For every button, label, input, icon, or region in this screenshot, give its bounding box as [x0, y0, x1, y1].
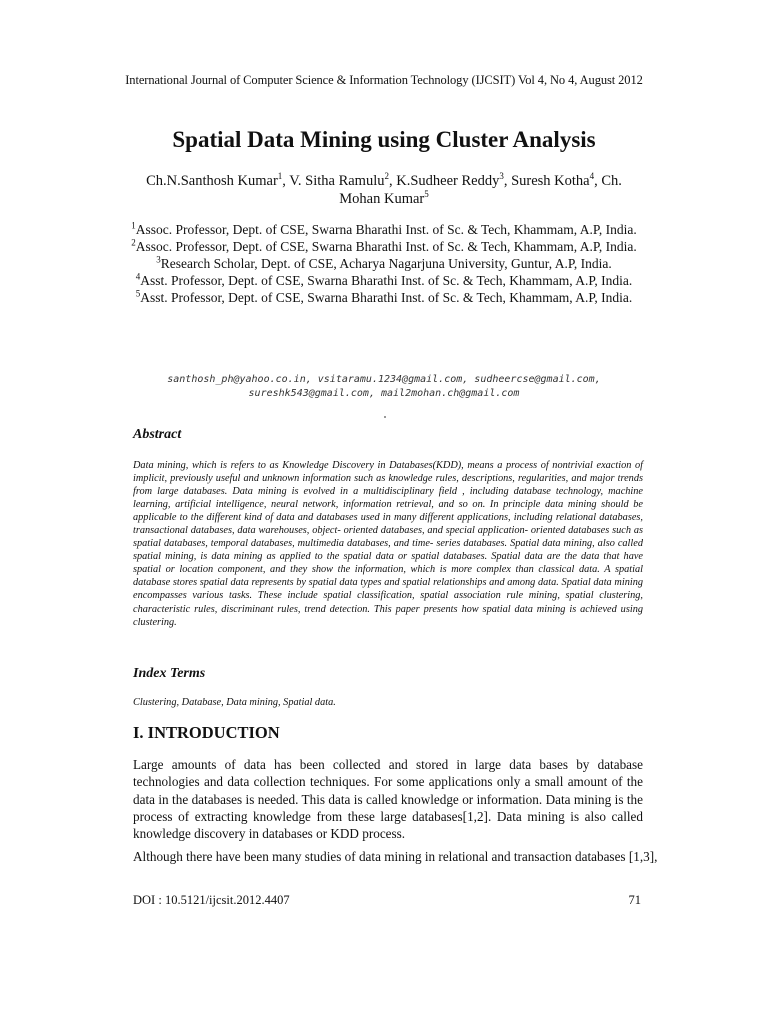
- author-sep: ,: [503, 173, 512, 189]
- affiliation: [128, 289, 640, 306]
- affiliation-list: [128, 221, 640, 306]
- author-emails: santhosh_ph@yahoo.co.in, vsitaramu.1234@gmail.com, sudheercse@gmail.com, sureshk543@gmail.com, mail2mohan.ch@gmail.com: [167, 374, 601, 399]
- affiliation-text: Asst. Professor, Dept. of CSE, Swarna Bharathi Inst. of Sc. & Tech, Khammam, A.P, India.: [140, 273, 633, 288]
- affiliation: [128, 238, 640, 255]
- affiliation-sup: 5: [135, 288, 141, 299]
- page-number: 71: [628, 893, 641, 907]
- author-sup: 3: [499, 171, 504, 182]
- author-sup: 1: [277, 171, 283, 182]
- author-sup: 5: [424, 189, 429, 200]
- author-list: [128, 172, 640, 208]
- author-name: Ch.N.Santhosh Kumar: [146, 173, 278, 189]
- doi-footer: DOI : 10.5121/ijcsit.2012.4407: [133, 893, 290, 907]
- author-name: V. Sitha Ramulu: [289, 173, 385, 189]
- affiliation-text: Assoc. Professor, Dept. of CSE, Swarna Bharathi Inst. of Sc. & Tech, Khammam, A.P, India.: [135, 222, 637, 237]
- abstract-heading: Abstract: [133, 427, 182, 442]
- author-sep: ,: [594, 173, 602, 189]
- affiliation-text: Asst. Professor, Dept. of CSE, Swarna Bharathi Inst. of Sc. & Tech, Khammam, A.P, India.: [140, 290, 633, 305]
- scan-speck: [384, 416, 386, 418]
- affiliation: [128, 255, 640, 272]
- introduction-paragraph-2: Although there have been many studies of data mining in relational and transaction databases [1,3],: [133, 849, 658, 864]
- affiliation-sup: 1: [131, 220, 136, 231]
- author-name: K.Sudheer Reddy: [396, 173, 500, 189]
- journal-header: International Journal of Computer Science & Information Technology (IJCSIT) Vol 4, No 4, August 2012: [125, 73, 643, 87]
- index-terms-text: Clustering, Database, Data mining, Spatial data.: [133, 697, 336, 708]
- introduction-paragraph-1: Large amounts of data has been collected and stored in large data bases by database technologies and data collection techniques. For some applications only a small amount of the data in the databases is needed. This data is called knowledge or information. Data mining is the process of extracting knowledge from these large databases[1,2]. Data mining is also called knowledge discovery in databases or KDD process.: [133, 757, 643, 842]
- author-name: Suresh Kotha: [511, 173, 590, 189]
- paper-title: Spatial Data Mining using Cluster Analysis: [172, 127, 596, 152]
- author-sep: ,: [282, 173, 290, 189]
- affiliation-sup: 4: [135, 271, 141, 282]
- author-sup: 4: [589, 171, 595, 182]
- author-name: Ch. Mohan Kumar: [339, 173, 622, 207]
- affiliation-text: Research Scholar, Dept. of CSE, Acharya Nagarjuna University, Guntur, A.P, India.: [160, 256, 612, 271]
- affiliation-text: Assoc. Professor, Dept. of CSE, Swarna Bharathi Inst. of Sc. & Tech, Khammam, A.P, India.: [135, 239, 637, 254]
- affiliation: [128, 221, 640, 238]
- index-terms-heading: Index Terms: [133, 666, 206, 681]
- abstract-text: Data mining, which is refers to as Knowledge Discovery in Databases(KDD), means a process of nontrivial exaction of implicit, previously useful and unknown information such as knowledge rules, descriptions, regularities, and major trends from large databases. Data mining is evolved in a multidisciplinary field , including database technology, machine learning, artificial intelligence, neural network, information retrieval, and so on. In principle data mining should be applicable to the different kind of data and databases used in many different applications, including relational databases, transactional databases, data warehouses, object- oriented databases, and special application- oriented databases such as spatial databases, temporal databases, multimedia databases, and time- series databases. Spatial data mining, also called spatial mining, is data mining as applied to the spatial data or spatial databases. Spatial data are the data that have spatial or location component, and they show the information, which is more complex than classical data. A spatial database stores spatial data represents by spatial data types and spatial relationships and among data. Spatial data mining encompasses various tasks. These include spatial classification, spatial association rule mining, spatial clustering, characteristic rules, discriminant rules, trend detection. This paper presents how spatial data mining is achieved using clustering.: [133, 460, 643, 628]
- affiliation-sup: 3: [156, 254, 161, 265]
- affiliation: [128, 272, 640, 289]
- author-sep: ,: [388, 173, 397, 189]
- author-sup: 2: [384, 171, 389, 182]
- affiliation-sup: 2: [131, 237, 136, 248]
- introduction-heading: I. INTRODUCTION: [133, 723, 280, 742]
